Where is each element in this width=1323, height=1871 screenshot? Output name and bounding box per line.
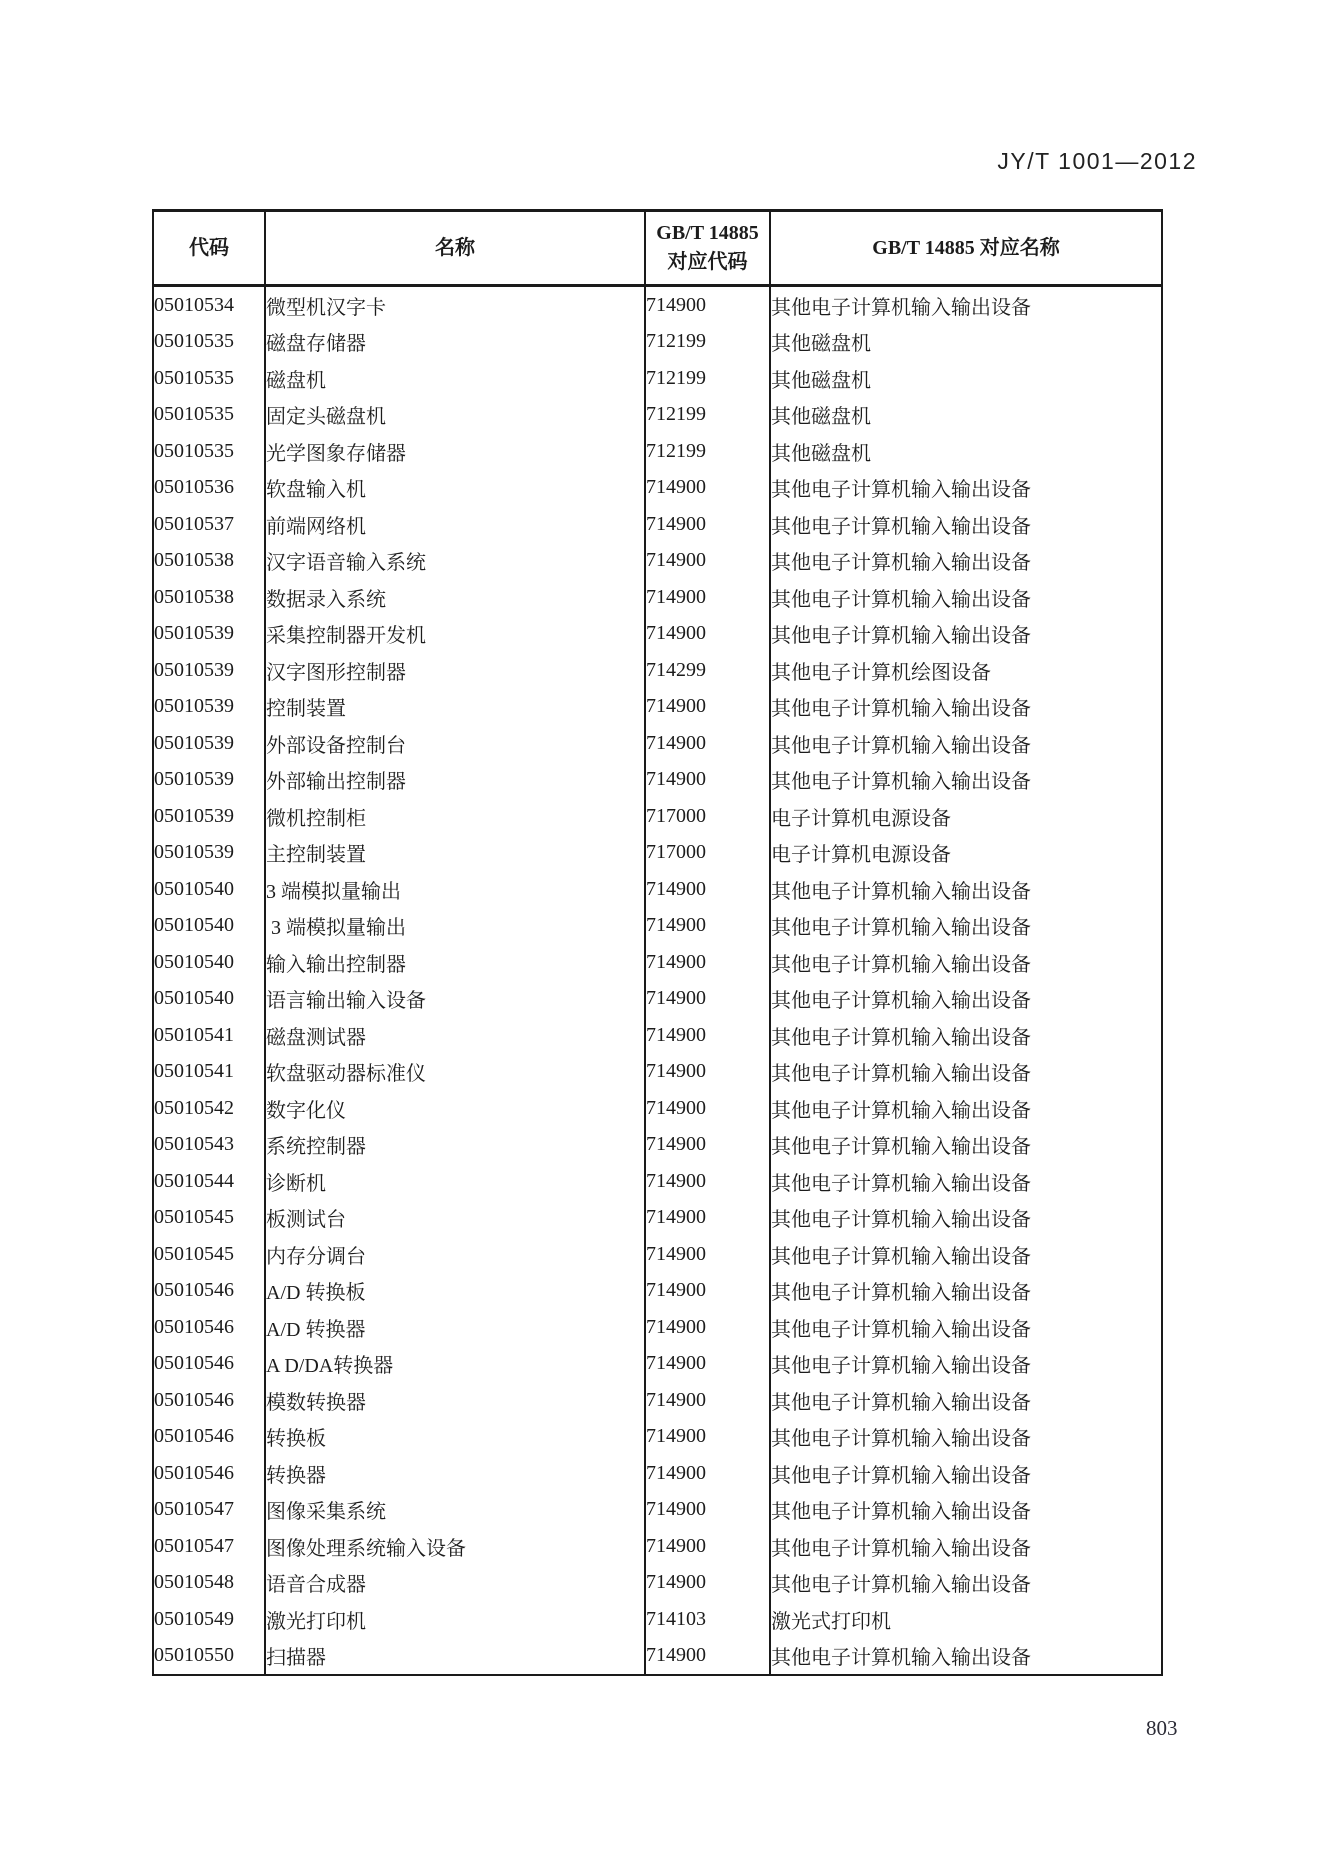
cell-name: 激光打印机 <box>265 1601 645 1638</box>
cell-gb-name: 其他电子计算机输入输出设备 <box>771 880 1031 903</box>
table-row <box>153 286 1162 324</box>
cell-gb-name: 其他电子计算机输入输出设备 <box>771 734 1031 757</box>
cell-gb-name: 其他电子计算机输入输出设备 <box>771 296 1031 319</box>
cell-gb-code: 714900 <box>645 1127 770 1164</box>
cell-gb-code: 712199 <box>645 433 770 470</box>
table-row <box>153 1054 1162 1091</box>
table-row <box>153 1163 1162 1200</box>
cell-gb-name: 其他电子计算机输入输出设备 <box>771 1501 1031 1524</box>
cell-name: 汉字语音输入系统 <box>265 543 645 580</box>
cell-gb-code: 714900 <box>645 1382 770 1419</box>
cell-name: 3 端模拟量输出 <box>265 908 645 945</box>
cell-gb-name: 其他电子计算机输入输出设备 <box>771 917 1031 940</box>
cell-name: 软盘驱动器标准仪 <box>265 1054 645 1091</box>
cell-gb-code: 714299 <box>645 652 770 689</box>
cell-gb-code: 714103 <box>645 1601 770 1638</box>
cell-gb-name: 其他电子计算机输入输出设备 <box>771 953 1031 976</box>
cell-gb-code: 714900 <box>645 506 770 543</box>
cell-gb-name: 其他磁盘机 <box>771 406 871 429</box>
cell-name: 模数转换器 <box>265 1382 645 1419</box>
cell-code: 05010546 <box>153 1346 265 1383</box>
table-row <box>153 616 1162 653</box>
cell-code: 05010535 <box>153 324 265 361</box>
cell-name: 系统控制器 <box>265 1127 645 1164</box>
cell-code: 05010535 <box>153 360 265 397</box>
table-row <box>153 433 1162 470</box>
cell-name: 磁盘测试器 <box>265 1017 645 1054</box>
cell-code: 05010545 <box>153 1236 265 1273</box>
table-row <box>153 1455 1162 1492</box>
table-row <box>153 725 1162 762</box>
cell-code: 05010540 <box>153 981 265 1018</box>
cell-gb-code: 714900 <box>645 871 770 908</box>
cell-name: 图像采集系统 <box>265 1492 645 1529</box>
cell-name: 微型机汉字卡 <box>265 286 645 324</box>
cell-name: 前端网络机 <box>265 506 645 543</box>
cell-gb-code: 714900 <box>645 908 770 945</box>
cell-name: 磁盘机 <box>265 360 645 397</box>
cell-gb-name: 电子计算机电源设备 <box>771 807 951 830</box>
cell-name: 控制装置 <box>265 689 645 726</box>
cell-name: 主控制装置 <box>265 835 645 872</box>
column-header-code: 代码 <box>153 211 265 286</box>
cell-name: 磁盘存储器 <box>265 324 645 361</box>
table-row <box>153 1528 1162 1565</box>
cell-gb-code: 714900 <box>645 1346 770 1383</box>
column-header-gb-code <box>645 211 770 286</box>
table-row <box>153 1309 1162 1346</box>
cell-gb-name: 其他电子计算机输入输出设备 <box>771 515 1031 538</box>
cell-code: 05010539 <box>153 798 265 835</box>
cell-gb-name: 其他磁盘机 <box>771 369 871 392</box>
cell-gb-code: 714900 <box>645 1017 770 1054</box>
cell-name: 光学图象存储器 <box>265 433 645 470</box>
column-header-gb-code-line2: 对应代码 <box>667 251 748 273</box>
cell-gb-name: 其他电子计算机输入输出设备 <box>771 1428 1031 1451</box>
cell-name: 图像处理系统输入设备 <box>265 1528 645 1565</box>
cell-code: 05010541 <box>153 1017 265 1054</box>
cell-name: 汉字图形控制器 <box>265 652 645 689</box>
table-row <box>153 981 1162 1018</box>
cell-gb-name: 其他电子计算机输入输出设备 <box>771 588 1031 611</box>
table-row <box>153 1017 1162 1054</box>
cell-gb-code: 714900 <box>645 1528 770 1565</box>
cell-code: 05010547 <box>153 1528 265 1565</box>
cell-gb-code: 714900 <box>645 1200 770 1237</box>
table-row <box>153 835 1162 872</box>
cell-code: 05010547 <box>153 1492 265 1529</box>
table-header <box>153 211 1162 286</box>
table-row <box>153 506 1162 543</box>
cell-name: 语言输出输入设备 <box>265 981 645 1018</box>
cell-name: 输入输出控制器 <box>265 944 645 981</box>
table-row <box>153 1346 1162 1383</box>
cell-name: 数字化仪 <box>265 1090 645 1127</box>
table-row <box>153 579 1162 616</box>
table-row <box>153 1492 1162 1529</box>
page-number: 803 <box>1146 1716 1178 1740</box>
cell-name: 内存分调台 <box>265 1236 645 1273</box>
cell-code: 05010540 <box>153 871 265 908</box>
cell-gb-code: 714900 <box>645 543 770 580</box>
column-header-name: 名称 <box>265 211 645 286</box>
cell-name: 诊断机 <box>265 1163 645 1200</box>
table-row <box>153 1236 1162 1273</box>
table-row <box>153 1419 1162 1456</box>
cell-gb-code: 714900 <box>645 286 770 324</box>
cell-gb-code: 714900 <box>645 1455 770 1492</box>
cell-code: 05010539 <box>153 835 265 872</box>
cell-code: 05010534 <box>153 286 265 324</box>
cell-name: 固定头磁盘机 <box>265 397 645 434</box>
cell-name: A D/DA转换器 <box>265 1346 645 1383</box>
cell-code: 05010537 <box>153 506 265 543</box>
cell-gb-code: 712199 <box>645 360 770 397</box>
cell-gb-code: 714900 <box>645 1638 770 1676</box>
table-header-row <box>153 211 1162 286</box>
table-row <box>153 1090 1162 1127</box>
cell-name: 外部输出控制器 <box>265 762 645 799</box>
cell-code: 05010540 <box>153 944 265 981</box>
cell-gb-code: 712199 <box>645 397 770 434</box>
cell-code: 05010545 <box>153 1200 265 1237</box>
cell-code: 05010538 <box>153 579 265 616</box>
cell-code: 05010539 <box>153 762 265 799</box>
cell-gb-code: 714900 <box>645 689 770 726</box>
column-header-gb-name: GB/T 14885 对应名称 <box>770 211 1162 286</box>
cell-gb-code: 714900 <box>645 1419 770 1456</box>
table-row <box>153 871 1162 908</box>
cell-gb-name: 其他电子计算机输入输出设备 <box>771 1647 1031 1670</box>
cell-gb-code: 714900 <box>645 1565 770 1602</box>
cell-gb-name: 其他电子计算机输入输出设备 <box>771 625 1031 648</box>
cell-gb-name: 其他电子计算机输入输出设备 <box>771 1136 1031 1159</box>
cell-name: 外部设备控制台 <box>265 725 645 762</box>
cell-name: A/D 转换器 <box>265 1309 645 1346</box>
table-row <box>153 1638 1162 1676</box>
cell-name: 扫描器 <box>265 1638 645 1676</box>
cell-gb-code: 714900 <box>645 616 770 653</box>
cell-gb-name: 其他电子计算机输入输出设备 <box>771 1391 1031 1414</box>
cell-name: 转换器 <box>265 1455 645 1492</box>
cell-name: 3 端模拟量输出 <box>265 871 645 908</box>
cell-code: 05010544 <box>153 1163 265 1200</box>
cell-code: 05010546 <box>153 1382 265 1419</box>
cell-gb-name: 其他电子计算机输入输出设备 <box>771 1537 1031 1560</box>
table-row <box>153 689 1162 726</box>
cell-gb-code: 714900 <box>645 579 770 616</box>
cell-gb-name: 其他电子计算机输入输出设备 <box>771 1574 1031 1597</box>
cell-code: 05010550 <box>153 1638 265 1676</box>
cell-gb-name: 其他电子计算机输入输出设备 <box>771 552 1031 575</box>
table-row <box>153 1565 1162 1602</box>
cell-gb-name: 其他电子计算机输入输出设备 <box>771 1172 1031 1195</box>
table-row <box>153 944 1162 981</box>
table-row <box>153 908 1162 945</box>
cell-gb-name: 其他电子计算机输入输出设备 <box>771 698 1031 721</box>
cell-gb-name: 其他电子计算机绘图设备 <box>771 661 991 684</box>
cell-gb-code: 712199 <box>645 324 770 361</box>
table-row <box>153 543 1162 580</box>
cell-gb-name: 其他电子计算机输入输出设备 <box>771 1063 1031 1086</box>
cell-gb-code: 714900 <box>645 944 770 981</box>
cell-gb-code: 714900 <box>645 1054 770 1091</box>
cell-code: 05010546 <box>153 1419 265 1456</box>
cell-gb-name: 其他磁盘机 <box>771 333 871 356</box>
table-row <box>153 397 1162 434</box>
cell-gb-name: 其他电子计算机输入输出设备 <box>771 990 1031 1013</box>
cell-gb-name: 电子计算机电源设备 <box>771 844 951 867</box>
cell-gb-name: 其他磁盘机 <box>771 442 871 465</box>
cell-gb-name: 其他电子计算机输入输出设备 <box>771 1209 1031 1232</box>
cell-name: A/D 转换板 <box>265 1273 645 1310</box>
table-row <box>153 1382 1162 1419</box>
table-row <box>153 1127 1162 1164</box>
table-row <box>153 652 1162 689</box>
cell-gb-name: 其他电子计算机输入输出设备 <box>771 1245 1031 1268</box>
table-row <box>153 1601 1162 1638</box>
column-header-gb-code-line1: GB/T 14885 <box>656 222 759 244</box>
cell-gb-code: 717000 <box>645 835 770 872</box>
cell-name: 软盘输入机 <box>265 470 645 507</box>
cell-name: 转换板 <box>265 1419 645 1456</box>
cell-gb-name: 其他电子计算机输入输出设备 <box>771 1282 1031 1305</box>
table-row <box>153 360 1162 397</box>
cell-gb-code: 714900 <box>645 1090 770 1127</box>
cell-gb-code: 714900 <box>645 470 770 507</box>
cell-code: 05010542 <box>153 1090 265 1127</box>
cell-code: 05010539 <box>153 725 265 762</box>
code-mapping-table <box>152 209 1163 1676</box>
cell-code: 05010539 <box>153 689 265 726</box>
table-row <box>153 1200 1162 1237</box>
cell-code: 05010538 <box>153 543 265 580</box>
cell-code: 05010546 <box>153 1455 265 1492</box>
cell-name: 数据录入系统 <box>265 579 645 616</box>
cell-gb-name: 其他电子计算机输入输出设备 <box>771 1026 1031 1049</box>
table-row <box>153 1273 1162 1310</box>
cell-code: 05010549 <box>153 1601 265 1638</box>
cell-code: 05010546 <box>153 1309 265 1346</box>
cell-gb-name: 其他电子计算机输入输出设备 <box>771 1464 1031 1487</box>
cell-code: 05010539 <box>153 652 265 689</box>
cell-gb-name: 激光式打印机 <box>771 1610 891 1633</box>
cell-code: 05010543 <box>153 1127 265 1164</box>
cell-gb-code: 714900 <box>645 762 770 799</box>
cell-code: 05010541 <box>153 1054 265 1091</box>
cell-name: 采集控制器开发机 <box>265 616 645 653</box>
cell-code: 05010539 <box>153 616 265 653</box>
cell-gb-code: 714900 <box>645 1492 770 1529</box>
cell-gb-code: 714900 <box>645 1309 770 1346</box>
cell-code: 05010548 <box>153 1565 265 1602</box>
cell-code: 05010535 <box>153 433 265 470</box>
cell-gb-name: 其他电子计算机输入输出设备 <box>771 1318 1031 1341</box>
cell-gb-code: 714900 <box>645 1273 770 1310</box>
cell-name: 语音合成器 <box>265 1565 645 1602</box>
table-row <box>153 798 1162 835</box>
cell-gb-name: 其他电子计算机输入输出设备 <box>771 771 1031 794</box>
cell-gb-code: 717000 <box>645 798 770 835</box>
cell-code: 05010535 <box>153 397 265 434</box>
table-body <box>153 286 1162 1676</box>
cell-gb-code: 714900 <box>645 1236 770 1273</box>
cell-code: 05010536 <box>153 470 265 507</box>
table-row <box>153 470 1162 507</box>
cell-gb-name: 其他电子计算机输入输出设备 <box>771 1355 1031 1378</box>
cell-gb-code: 714900 <box>645 1163 770 1200</box>
table-row <box>153 324 1162 361</box>
standard-number-header: JY/T 1001—2012 <box>997 148 1197 174</box>
cell-name: 板测试台 <box>265 1200 645 1237</box>
cell-name: 微机控制柜 <box>265 798 645 835</box>
cell-gb-name: 其他电子计算机输入输出设备 <box>771 479 1031 502</box>
cell-gb-name: 其他电子计算机输入输出设备 <box>771 1099 1031 1122</box>
cell-gb-code: 714900 <box>645 725 770 762</box>
cell-code: 05010546 <box>153 1273 265 1310</box>
table-row <box>153 762 1162 799</box>
cell-code: 05010540 <box>153 908 265 945</box>
cell-gb-code: 714900 <box>645 981 770 1018</box>
